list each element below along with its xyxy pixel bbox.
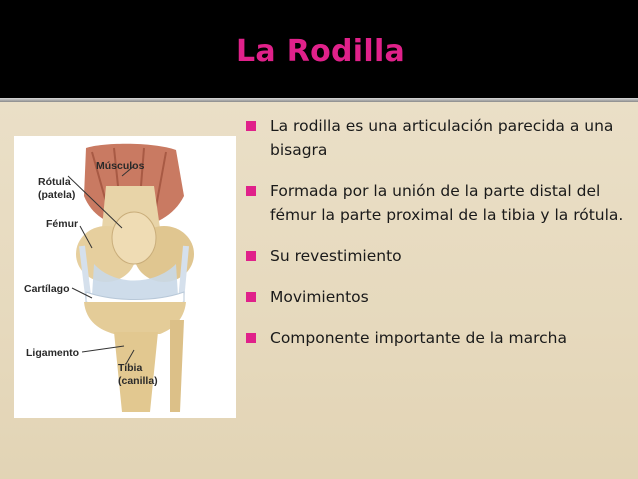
slide-header <box>0 0 638 98</box>
label-musculos: Músculos <box>96 160 145 172</box>
label-tibia: Tibia <box>118 362 143 374</box>
label-cartilago: Cartílago <box>24 283 70 295</box>
label-ligamento: Ligamento <box>26 347 80 359</box>
knee-anatomy-figure <box>14 136 236 418</box>
square-bullet-icon <box>246 186 256 196</box>
label-patela: (patela) <box>38 189 76 201</box>
bullet-text: Formada por la unión de la parte distal del fémur la parte proximal de la tibia y la rótula. <box>270 182 624 224</box>
label-rotula: Rótula <box>38 176 71 188</box>
slide-title: La Rodilla <box>236 34 406 69</box>
label-canilla: (canilla) <box>118 375 158 387</box>
bullet-text: Componente importante de la marcha <box>270 329 567 347</box>
bullet-item <box>244 285 634 309</box>
bullet-list <box>244 114 634 367</box>
square-bullet-icon <box>246 333 256 343</box>
label-femur: Fémur <box>46 218 79 230</box>
bullet-item <box>244 244 634 268</box>
bullet-item <box>244 326 634 350</box>
square-bullet-icon <box>246 292 256 302</box>
bullet-item <box>244 179 634 227</box>
bullet-text: Su revestimiento <box>270 247 402 265</box>
bullet-text: La rodilla es una articulación parecida a una bisagra <box>270 117 614 159</box>
square-bullet-icon <box>246 121 256 131</box>
bullet-item <box>244 114 634 162</box>
bullet-text: Movimientos <box>270 288 369 306</box>
square-bullet-icon <box>246 251 256 261</box>
